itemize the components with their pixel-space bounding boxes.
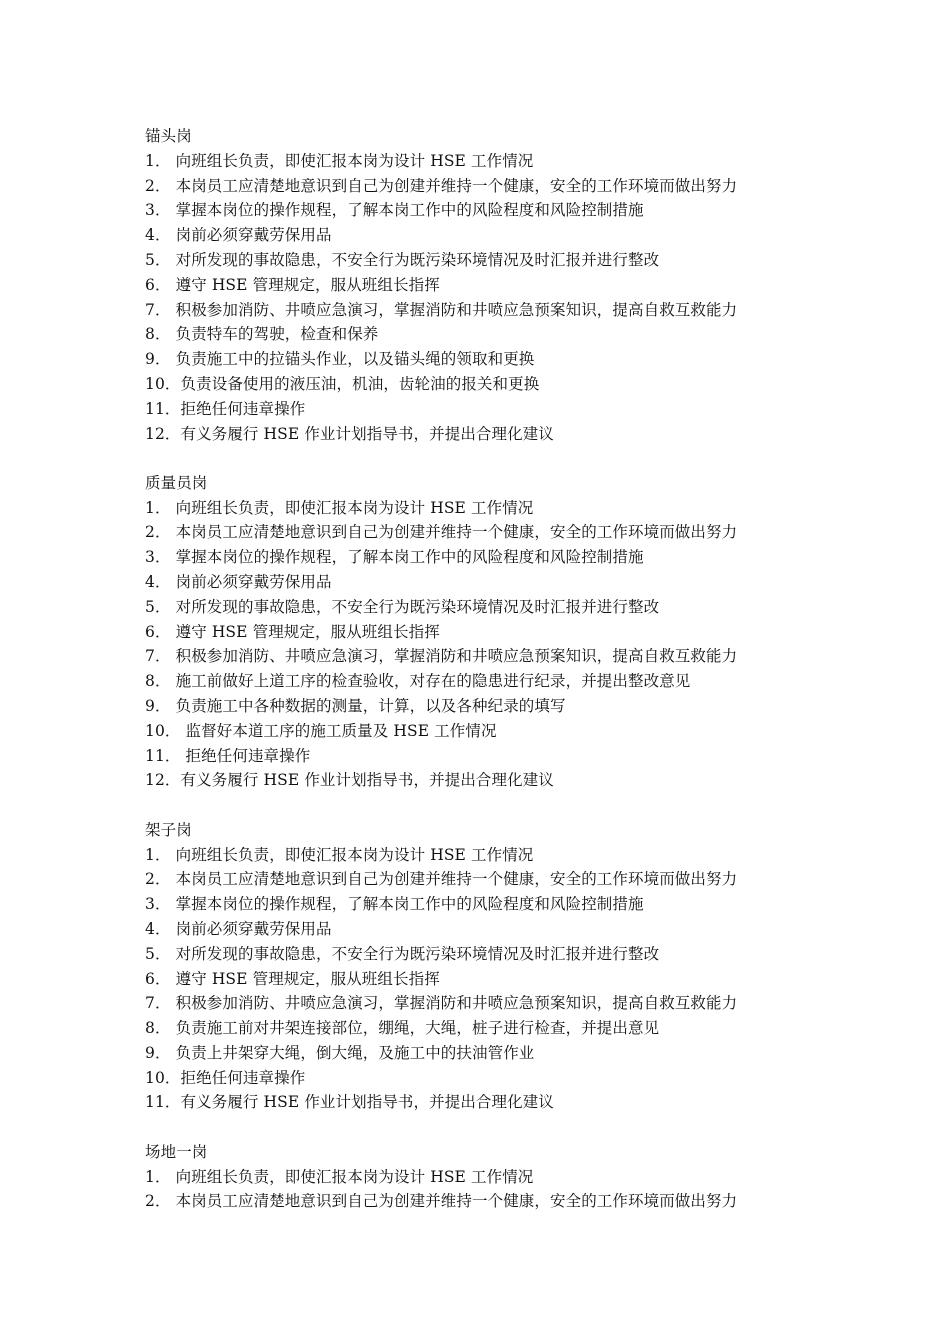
list-item: 4． 岗前必须穿戴劳保用品	[145, 226, 332, 245]
list-item: 6． 遵守 HSE 管理规定，服从班组长指挥	[145, 969, 440, 988]
list-item: 5． 对所发现的事故隐患，不安全行为既污染环境情况及时汇报并进行整改	[145, 597, 660, 616]
list-item: 10． 监督好本道工序的施工质量及 HSE 工作情况	[145, 721, 497, 740]
section-site-one-post	[145, 1140, 805, 1214]
list-item: 4． 岗前必须穿戴劳保用品	[145, 919, 332, 938]
list-item: 3． 掌握本岗位的操作规程，了解本岗工作中的风险程度和风险控制措施	[145, 895, 644, 914]
list-item: 7． 积极参加消防、井喷应急演习，掌握消防和井喷应急预案知识，提高自救互救能力	[145, 994, 738, 1013]
list-item: 2． 本岗员工应清楚地意识到自己为创建并维持一个健康，安全的工作环境而做出努力	[145, 1192, 738, 1211]
section-title: 锚头岗	[145, 127, 192, 145]
list-item: 11．有义务履行 HSE 作业计划指导书，并提出合理化建议	[145, 1093, 554, 1112]
section-anchor-post	[145, 124, 805, 446]
list-item: 7． 积极参加消防、井喷应急演习，掌握消防和井喷应急预案知识，提高自救互救能力	[145, 300, 738, 319]
list-item: 11． 拒绝任何违章操作	[145, 746, 311, 765]
list-item: 4． 岗前必须穿戴劳保用品	[145, 573, 332, 592]
list-item: 1． 向班组长负责，即使汇报本岗为设计 HSE 工作情况	[145, 1167, 534, 1186]
list-item: 9． 负责上井架穿大绳，倒大绳，及施工中的扶油管作业	[145, 1043, 535, 1062]
list-item: 8． 负责施工前对井架连接部位，绷绳，大绳，桩子进行检查，并提出意见	[145, 1019, 660, 1038]
list-item: 2． 本岗员工应清楚地意识到自己为创建并维持一个健康，安全的工作环境而做出努力	[145, 523, 738, 542]
list-item: 3． 掌握本岗位的操作规程，了解本岗工作中的风险程度和风险控制措施	[145, 548, 644, 567]
list-item: 10．拒绝任何违章操作	[145, 1068, 306, 1087]
list-item: 2． 本岗员工应清楚地意识到自己为创建并维持一个健康，安全的工作环境而做出努力	[145, 870, 738, 889]
list-item: 2． 本岗员工应清楚地意识到自己为创建并维持一个健康，安全的工作环境而做出努力	[145, 176, 738, 195]
list-item: 6． 遵守 HSE 管理规定，服从班组长指挥	[145, 622, 440, 641]
list-item: 5． 对所发现的事故隐患，不安全行为既污染环境情况及时汇报并进行整改	[145, 250, 660, 269]
list-item: 1． 向班组长负责，即使汇报本岗为设计 HSE 工作情况	[145, 498, 534, 517]
list-item: 9． 负责施工中的拉锚头作业，以及锚头绳的领取和更换	[145, 350, 535, 369]
document-page	[145, 124, 805, 1239]
section-title: 质量员岗	[145, 473, 208, 492]
list-item: 1． 向班组长负责，即使汇报本岗为设计 HSE 工作情况	[145, 151, 534, 170]
list-item: 1． 向班组长负责，即使汇报本岗为设计 HSE 工作情况	[145, 845, 534, 864]
section-title: 架子岗	[145, 820, 192, 839]
section-title: 场地一岗	[145, 1142, 208, 1161]
list-item: 11．拒绝任何违章操作	[145, 399, 306, 418]
list-item: 3． 掌握本岗位的操作规程，了解本岗工作中的风险程度和风险控制措施	[145, 201, 644, 220]
list-item: 10．负责设备使用的液压油，机油，齿轮油的报关和更换	[145, 374, 540, 393]
list-item: 5． 对所发现的事故隐患，不安全行为既污染环境情况及时汇报并进行整改	[145, 944, 660, 963]
section-derrick-post	[145, 818, 805, 1116]
list-item: 8． 施工前做好上道工序的检查验收，对存在的隐患进行纪录，并提出整改意见	[145, 672, 691, 691]
list-item: 12．有义务履行 HSE 作业计划指导书，并提出合理化建议	[145, 771, 554, 790]
list-item: 12．有义务履行 HSE 作业计划指导书，并提出合理化建议	[145, 424, 554, 443]
list-item: 7． 积极参加消防、井喷应急演习，掌握消防和井喷应急预案知识，提高自救互救能力	[145, 647, 738, 666]
section-quality-post	[145, 471, 805, 793]
list-item: 6． 遵守 HSE 管理规定，服从班组长指挥	[145, 275, 440, 294]
list-item: 9． 负责施工中各种数据的测量，计算，以及各种纪录的填写	[145, 697, 566, 716]
list-item: 8． 负责特车的驾驶，检查和保养	[145, 325, 379, 344]
